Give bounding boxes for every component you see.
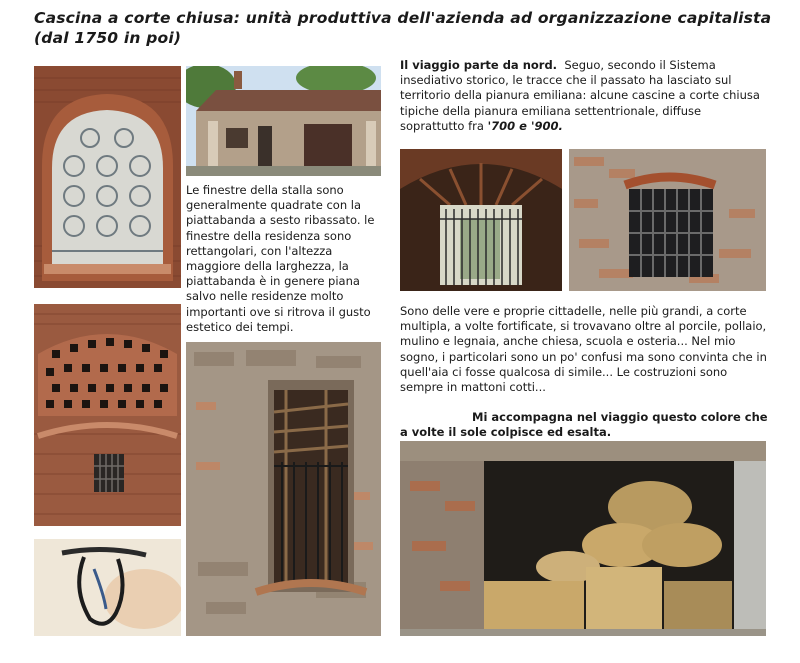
photo-hay-bales-barn xyxy=(400,441,766,636)
text-color-caption-body: Mi accompagna nel viaggio questo colore che a volte il sole colpisce ed esalta. xyxy=(400,410,768,440)
text-citadels: Sono delle vere e proprie cittadelle, nelle più grandi, a corte multipla, a volte fortificate, si trovavano oltre al porcile, pollaio, mulino e legnaia, anche chiesa, scuola e osteria... Nel mio sogno, i particolari sono un po' confusi ma sono convinta che in quell'aia ci fosse qualcosa di simile... Le costruzioni sono sempre in mattoni cotti... xyxy=(400,304,767,395)
photo-cross-pattern-brick-vent xyxy=(34,304,181,526)
page-title: Cascina a corte chiusa: unità produttiva dell'azienda ad organizzazione capitalista (dal 1750 in poi) xyxy=(34,9,772,47)
photo-brick-wall-window xyxy=(569,149,766,291)
text-windows-description: Le finestre della stalla sono generalmente quadrate con la piattabanda a sesto ribassato. le finestre della residenza sono rettangolari, con l'altezza maggiore della larghezza, la piattabanda è in genere piana salvo nelle residenze molto importanti ove si ritrova il gusto estetico dei tempi. xyxy=(186,183,375,334)
text-intro-era: '700 e '900. xyxy=(487,118,563,133)
photo-iron-hook-on-wall xyxy=(34,539,181,636)
text-intro-body: Seguo, secondo il Sistema insediativo storico, le tracce che il passato ha lasciato sul territorio della pianura emiliana: alcune cascine a corte chiusa tipiche della pianura emiliana settentrionale, diffuse soprattutto fra xyxy=(400,58,760,133)
photo-arched-gateway xyxy=(400,149,562,291)
text-intro xyxy=(400,58,768,134)
photo-barred-window-stone-wall xyxy=(186,342,381,636)
photo-iron-grille-window xyxy=(34,66,181,288)
text-color-caption xyxy=(400,410,768,440)
text-intro-lead: Il viaggio parte da nord. xyxy=(400,58,558,72)
photo-courtyard-building xyxy=(186,66,381,176)
